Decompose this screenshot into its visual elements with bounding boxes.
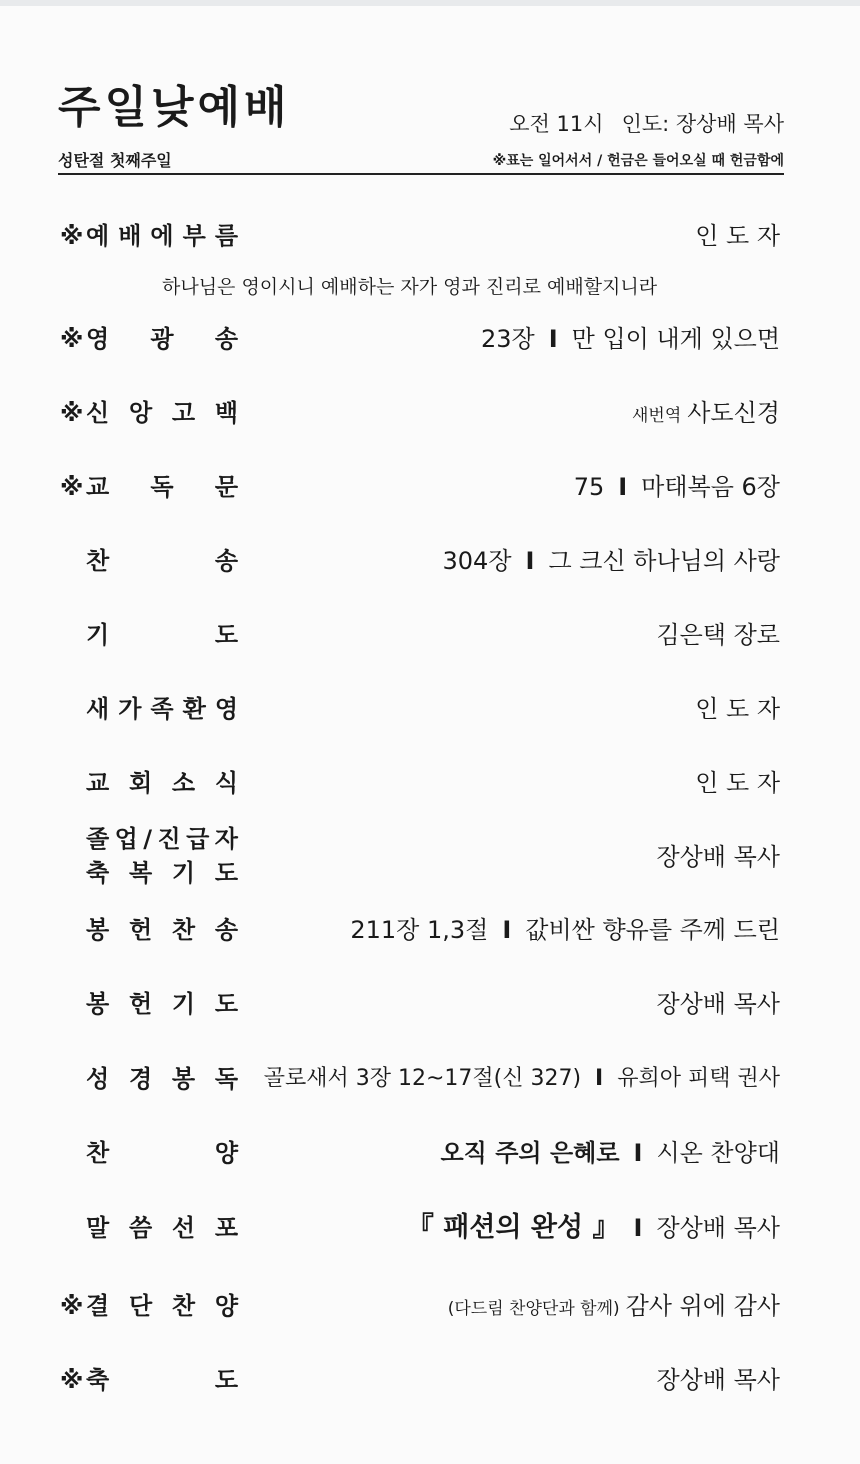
label-chars: 성 경 봉 독 <box>86 1065 238 1093</box>
order-label <box>58 908 238 952</box>
scan-top-strip <box>0 0 860 6</box>
creed-version: 새번역 <box>631 406 682 426</box>
order-label <box>58 214 238 258</box>
order-label <box>58 539 238 583</box>
order-label <box>58 982 238 1026</box>
order-label <box>58 613 238 657</box>
order-call-to-worship <box>58 214 780 258</box>
order-label <box>58 1131 238 1175</box>
order-anthem <box>58 1131 780 1175</box>
label-chars: 기 도 <box>86 621 238 649</box>
order-value <box>407 1206 780 1250</box>
order-value <box>574 465 780 509</box>
order-announcements <box>58 761 780 805</box>
liturgical-subtitle: 성탄절 첫째주일 <box>58 151 172 170</box>
order-value: 인 도 자 <box>695 769 780 797</box>
hymn-title: 그 크신 하나님의 사랑 <box>548 547 780 575</box>
service-time: 오전 11시 <box>509 112 604 136</box>
order-welcome <box>58 687 780 731</box>
label-chars: 찬 송 <box>86 547 238 575</box>
order-value: 김은택 장로 <box>656 621 780 649</box>
label-line-2: 축 복 기 도 <box>86 859 238 887</box>
separator: I <box>618 473 628 501</box>
order-label <box>58 687 238 731</box>
order-value: 장상배 목사 <box>656 990 780 1018</box>
song-title: 감사 위에 감사 <box>625 1292 780 1320</box>
order-value <box>443 539 780 583</box>
label-chars: 결 단 찬 양 <box>86 1292 238 1320</box>
separator: I <box>525 547 535 575</box>
label-chars: 봉 헌 기 도 <box>86 990 238 1018</box>
hymn-number: 304장 <box>442 547 512 575</box>
order-graduation-blessing <box>58 822 780 892</box>
order-value <box>441 1131 781 1175</box>
order-sermon <box>58 1206 780 1250</box>
order-label <box>58 1284 238 1328</box>
song-note: (다드림 찬양단과 함께) <box>447 1299 620 1319</box>
standing-note: ※표는 일어서서 / 헌금은 들어오실 때 헌금함에 <box>492 153 784 169</box>
hymn-title: 값비싼 향유를 주께 드린 <box>525 916 780 944</box>
order-label <box>58 1057 238 1101</box>
order-scripture <box>58 1057 780 1101</box>
label-chars: 찬 양 <box>86 1139 238 1167</box>
service-leader: 인도: 장상배 목사 <box>621 112 784 136</box>
label-chars: 영 광 송 <box>86 325 238 353</box>
order-gloria <box>58 317 780 361</box>
label-chars: 교 회 소 식 <box>86 769 238 797</box>
label-chars: 교 독 문 <box>86 473 238 501</box>
label-chars: 축 도 <box>86 1366 238 1394</box>
header-rule <box>58 173 784 175</box>
order-offertory-hymn <box>58 908 780 952</box>
stand-mark: ※ <box>60 473 84 501</box>
order-value <box>632 391 780 435</box>
order-value: 인 도 자 <box>695 695 780 723</box>
label-chars: 말 씀 선 포 <box>86 1214 238 1242</box>
call-to-worship-verse: 하나님은 영이시니 예배하는 자가 영과 진리로 예배할지니라 <box>162 276 658 298</box>
stand-mark: ※ <box>60 222 84 250</box>
scripture-reader: 유희아 피택 권사 <box>617 1066 780 1091</box>
order-value: 인 도 자 <box>695 222 780 250</box>
stand-mark: ※ <box>60 1366 84 1394</box>
order-hymn <box>58 539 780 583</box>
order-value: 장상배 목사 <box>656 843 780 871</box>
reading-number: 75 <box>573 473 605 501</box>
order-label <box>86 822 238 890</box>
separator: I <box>595 1066 604 1091</box>
order-value <box>481 317 780 361</box>
order-value <box>448 1284 780 1328</box>
order-prayer <box>58 613 780 657</box>
sermon-preacher: 장상배 목사 <box>656 1214 780 1242</box>
label-chars: 신 앙 고 백 <box>86 399 238 427</box>
label-line-1: 졸 업 / 진 급 자 <box>86 825 238 853</box>
hymn-title: 만 입이 내게 있으면 <box>571 325 780 353</box>
order-responsive-reading <box>58 465 780 509</box>
label-chars: 봉 헌 찬 송 <box>86 916 238 944</box>
order-label <box>58 1206 238 1250</box>
label-chars: 예 배 에 부 름 <box>86 222 238 250</box>
order-offertory-prayer <box>58 982 780 1026</box>
anthem-choir: 시온 찬양대 <box>656 1139 780 1167</box>
anthem-title: 오직 주의 은혜로 <box>440 1139 620 1167</box>
separator: I <box>633 1139 643 1167</box>
order-benediction <box>58 1358 780 1402</box>
page-title: 주일낮예배 <box>58 82 291 133</box>
stand-mark: ※ <box>60 399 84 427</box>
order-label <box>58 465 238 509</box>
creed-title: 사도신경 <box>687 399 780 427</box>
stand-mark: ※ <box>60 325 84 353</box>
reading-title: 마태복음 6장 <box>641 473 780 501</box>
time-and-leader <box>509 108 784 138</box>
hymn-number: 211장 1,3절 <box>350 916 489 944</box>
order-label <box>58 1358 238 1402</box>
order-label <box>58 391 238 435</box>
order-label <box>58 317 238 361</box>
stand-mark: ※ <box>60 1292 84 1320</box>
order-label <box>58 761 238 805</box>
order-value: 장상배 목사 <box>656 1366 780 1394</box>
order-commitment-song <box>58 1284 780 1328</box>
separator: I <box>502 916 512 944</box>
label-chars: 새 가 족 환 영 <box>86 695 238 723</box>
scripture-passage: 골로새서 3장 12~17절(신 327) <box>263 1066 582 1091</box>
order-value <box>350 908 780 952</box>
separator: I <box>633 1214 643 1242</box>
separator: I <box>548 325 558 353</box>
hymn-number: 23장 <box>480 325 535 353</box>
sermon-title: 『 패션의 완성 』 <box>406 1212 620 1243</box>
order-value <box>264 1057 780 1101</box>
order-creed <box>58 391 780 435</box>
